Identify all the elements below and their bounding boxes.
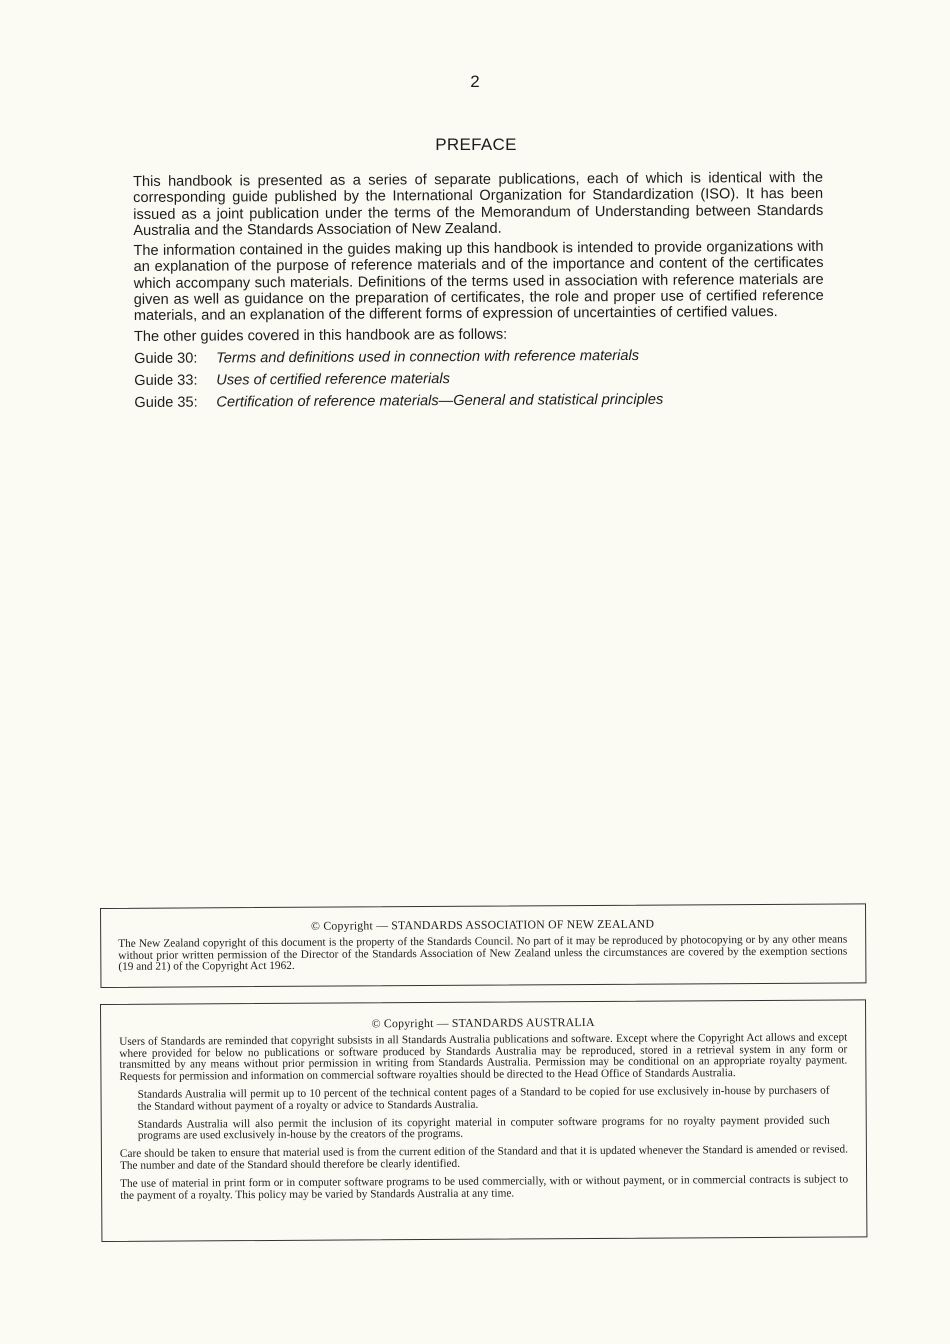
copyright-box-new-zealand [100,903,866,988]
guide-title: Certification of reference materials—General and statistical principles [216,391,664,411]
preface-body [133,170,824,411]
preface-paragraph: This handbook is presented as a series of separate publications, each of which is identical with the corresponding guide published by the International Organization for Standardization (ISO). It has been issued as a joint publication under the terms of the Memorandum of Understanding between Standards Australia and the Standards Association of New Zealand. [133,169,824,239]
preface-paragraph: The other guides covered in this handbook are as follows: [133,326,508,345]
guide-item [134,369,824,389]
guide-title: Uses of certified reference materials [216,371,450,389]
guide-number: Guide 35: [134,394,198,411]
copyright-paragraph: The use of material in print form or in computer software programs to be used commercially, with or without payment, or in commercial contracts is subject to the payment of a royalty. This policy may be varied by Standards Australia at any time. [120,1173,849,1202]
copyright-paragraph: Users of Standards are reminded that copyright subsists in all Standards Australia publications and software. Except where the Copyright Act allows and except where provided for below no publications or software produced by Standards Australia may be reproduced, stored in a retrieval system in any form or transmitted by any means without prior permission in writing from Standards Australia. Permission may be conditional on an appropriate royalty payment. Requests for permission and information on commercial software royalties should be directed to the Head Office of Standards Australia. [119,1031,848,1084]
preface-paragraph: The information contained in the guides making up this handbook is intended to provide organizations with an explanation of the purpose of reference materials and of the importance and content of the certificates which accompany such materials. Definitions of the terms used in association with reference materials are given as well as guidance on the preparation of certificates, the role and proper use of certified reference materials, and an explanation of the different forms of expression of uncertainties of certified values. [133,238,824,325]
guide-number: Guide 30: [134,350,198,367]
copyright-text: The New Zealand copyright of this document is the property of the Standards Council. No part of it may be reproduced by photocopying or by any other means without prior written permission of the Director of the Standards Association of New Zealand unless the circumstances are covered by the exemption sections (19 and 21) of the Copyright Act 1962. [118,933,848,974]
copyright-heading: © Copyright — STANDARDS AUSTRALIA [371,1014,595,1031]
copyright-paragraph: Standards Australia will also permit the inclusion of its copyright material in computer software programs for no royalty payment provided such programs are used exclusively in-house by the creators of the programs. [137,1114,830,1143]
copyright-paragraph: Standards Australia will permit up to 10 percent of the technical content pages of a Standard to be copied for use exclusively in-house by purchasers of the Standard without payment of a royalty or advice to Standards Australia. [137,1084,830,1113]
guide-item [134,391,824,411]
copyright-paragraph: Care should be taken to ensure that material used is from the current edition of the Standard and that it is updated whenever the Standard is amended or revised. The number and date of the Standard should therefore be clearly identified. [119,1143,848,1172]
guide-number: Guide 33: [134,372,198,389]
guide-title: Terms and definitions used in connection with reference materials [216,347,640,367]
copyright-box-australia [100,999,867,1242]
page-number: 2 [470,72,480,91]
copyright-heading: © Copyright — STANDARDS ASSOCIATION OF NEW ZEALAND [310,916,655,933]
preface-title: PREFACE [435,135,517,154]
guide-item [134,347,824,367]
